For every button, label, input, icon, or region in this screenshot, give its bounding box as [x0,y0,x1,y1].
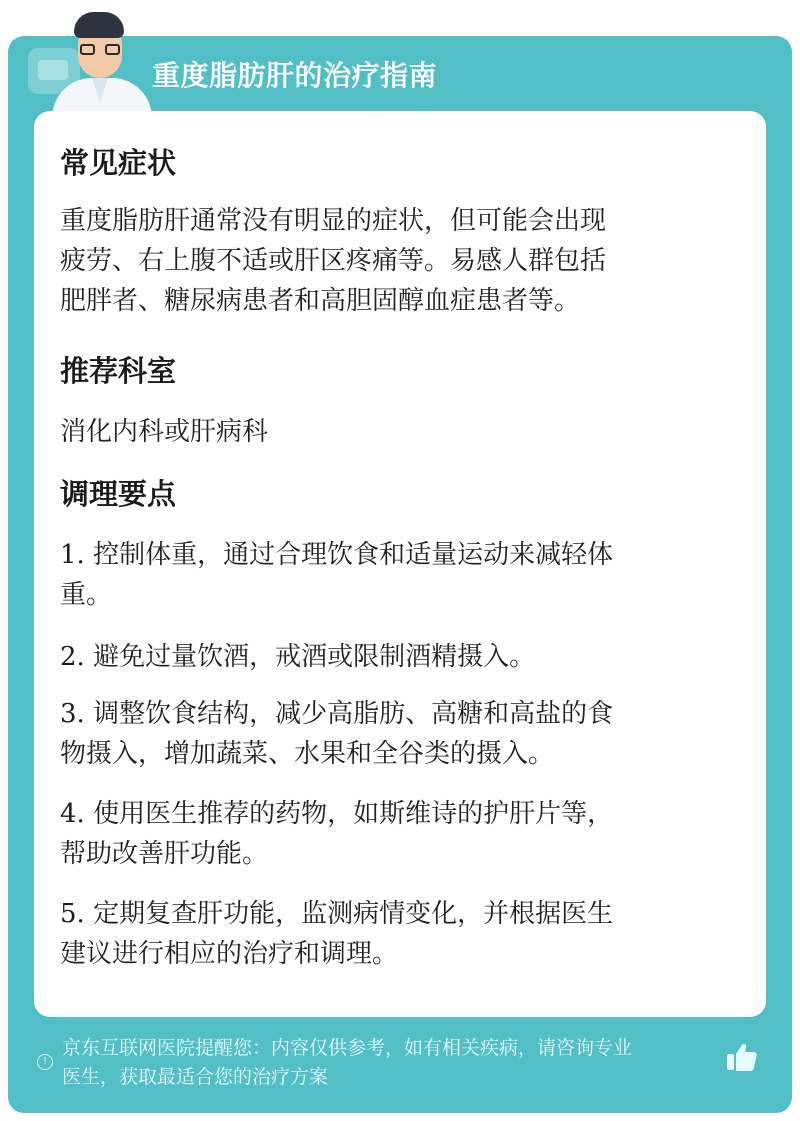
text-line [60,694,740,734]
item-number: 2. [60,642,85,672]
thumbs-up-icon[interactable] [725,1040,759,1074]
text-line: 建议进行相应的治疗和调理。 [60,939,399,969]
text-line [60,794,740,834]
department-text [60,412,740,452]
footer-line: 医生，获取最适合您的治疗方案 [62,1066,329,1088]
list-item [60,535,740,615]
item-text: 避免过量饮酒，戒酒或限制酒精摄入。 [84,642,536,672]
text-line [60,535,740,575]
item-text: 调整饮食结构，减少高脂肪、高糖和高盐的食 [84,699,614,729]
avatar-glasses [80,44,120,56]
item-number: 3. [60,699,85,729]
text-line: 消化内科或肝病科 [60,417,269,447]
text-line: 物摄入，增加蔬菜、水果和全谷类的摄入。 [60,739,555,769]
list-item [60,794,740,874]
footer-disclaimer [62,1034,732,1092]
content-card [34,111,766,1017]
info-icon: ! [37,1054,53,1070]
text-line [60,894,740,934]
section-heading-symptoms: 常见症状 [60,146,177,180]
symptoms-text [60,201,740,321]
list-item [60,637,740,677]
footer-line: 京东互联网医院提醒您：内容仅供参考，如有相关疾病，请咨询专业 [62,1037,633,1059]
doctor-avatar [48,8,158,112]
text-line: 重。 [60,580,113,610]
item-number: 1. [60,540,85,570]
text-line: 重度脂肪肝通常没有明显的症状，但可能会出现 [60,206,607,236]
avatar-hair [74,12,124,38]
item-text: 使用医生推荐的药物，如斯维诗的护肝片等， [84,799,614,829]
item-text: 定期复查肝功能，监测病情变化，并根据医生 [84,899,614,929]
text-line: 疲劳、右上腹不适或肝区疼痛等。易感人群包括 [60,246,607,276]
item-number: 5. [60,899,85,929]
item-text: 控制体重，通过合理饮食和适量运动来减轻体 [84,540,614,570]
section-heading-care-tips: 调理要点 [60,477,177,511]
list-item [60,894,740,974]
list-item [60,694,740,774]
text-line [60,637,740,677]
page-title: 重度脂肪肝的治疗指南 [152,59,438,92]
text-line: 肥胖者、糖尿病患者和高胆固醇血症患者等。 [60,286,581,316]
text-line: 帮助改善肝功能。 [60,839,269,869]
item-number: 4. [60,799,85,829]
section-heading-department: 推荐科室 [60,354,177,388]
